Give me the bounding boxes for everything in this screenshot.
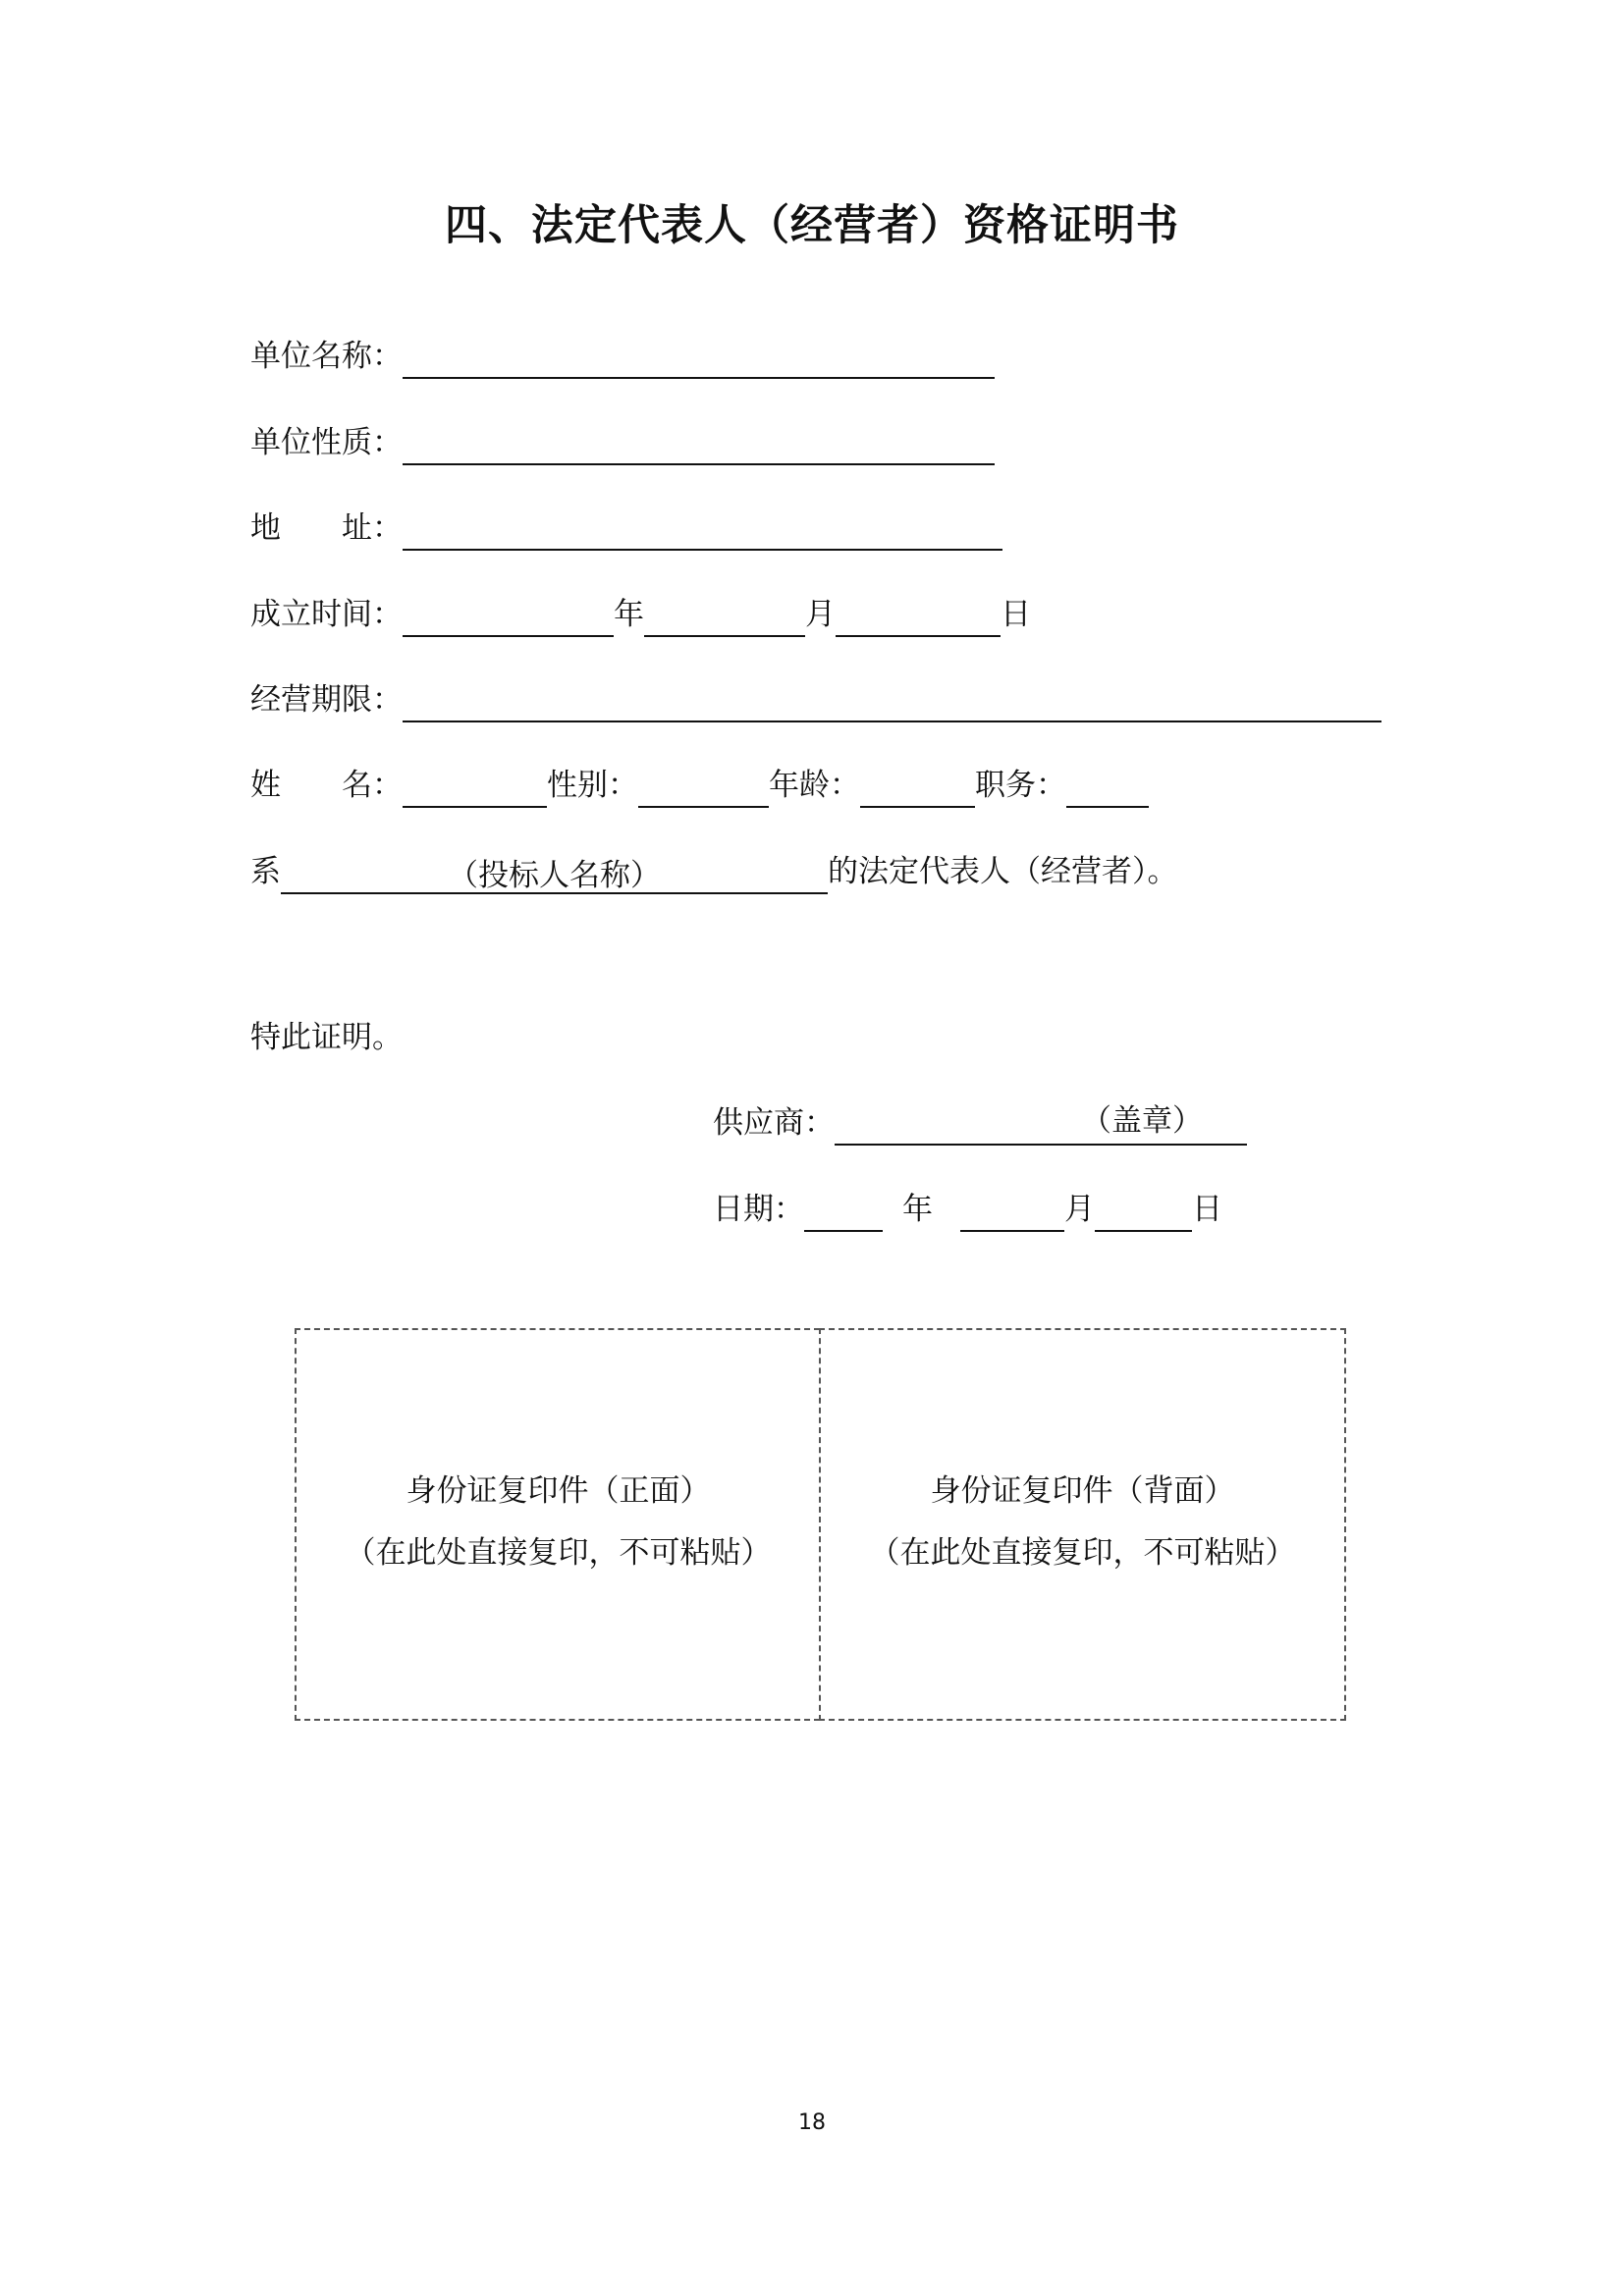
address-label: 地 址：	[250, 510, 403, 546]
id-card-back-box	[819, 1328, 1346, 1721]
established-day-blank[interactable]	[836, 596, 1001, 637]
certify-text: 特此证明。	[250, 1020, 403, 1055]
certify-row	[250, 1015, 403, 1060]
age-label: 年龄：	[769, 768, 860, 803]
position-label: 职务：	[975, 768, 1066, 803]
term-label: 经营期限：	[250, 682, 403, 718]
unit-nature-blank[interactable]	[403, 424, 995, 465]
sign-month-unit: 月	[1064, 1192, 1095, 1227]
id-front-note: （在此处直接复印，不可粘贴）	[345, 1535, 772, 1571]
sign-year-blank[interactable]	[804, 1191, 883, 1232]
supplier-label: 供应商：	[713, 1105, 835, 1141]
age-blank[interactable]	[860, 767, 975, 808]
representative-prefix: 系	[250, 854, 281, 889]
unit-nature-row	[250, 420, 995, 465]
person-row	[250, 763, 1149, 808]
sign-day-unit: 日	[1192, 1192, 1222, 1227]
position-blank[interactable]	[1066, 767, 1149, 808]
bidder-name-placeholder: （投标人名称）	[448, 858, 661, 893]
id-front-title: 身份证复印件（正面）	[406, 1473, 711, 1509]
established-row	[250, 592, 1031, 637]
supplier-row	[713, 1100, 1247, 1146]
sign-year-unit: 年	[902, 1192, 933, 1227]
name-blank[interactable]	[403, 767, 547, 808]
unit-name-row	[250, 334, 995, 379]
bidder-name-blank[interactable]	[281, 853, 828, 894]
unit-name-label: 单位名称：	[250, 339, 403, 374]
id-back-title: 身份证复印件（背面）	[930, 1473, 1235, 1509]
term-blank[interactable]	[403, 681, 1381, 722]
unit-name-blank[interactable]	[403, 338, 995, 379]
representative-suffix: 的法定代表人（经营者）。	[828, 854, 1178, 889]
page-title: 四、法定代表人（经营者）资格证明书	[445, 201, 1179, 250]
sign-day-blank[interactable]	[1095, 1191, 1192, 1232]
representative-row	[250, 849, 1178, 894]
gender-label: 性别：	[547, 768, 638, 803]
gender-blank[interactable]	[638, 767, 769, 808]
address-row	[250, 506, 1002, 551]
sign-date-row	[713, 1187, 1222, 1232]
established-year-blank[interactable]	[403, 596, 614, 637]
id-card-front-box	[295, 1328, 820, 1721]
term-row	[250, 677, 1381, 722]
name-label: 姓 名：	[250, 768, 403, 803]
seal-text: （盖章）	[1081, 1103, 1203, 1139]
established-day-unit: 日	[1001, 597, 1031, 632]
established-month-blank[interactable]	[644, 596, 805, 637]
address-blank[interactable]	[403, 509, 1002, 551]
established-month-unit: 月	[805, 597, 836, 632]
sign-month-blank[interactable]	[960, 1191, 1064, 1232]
id-back-note: （在此处直接复印，不可粘贴）	[869, 1535, 1296, 1571]
supplier-seal-blank[interactable]	[835, 1104, 1247, 1146]
sign-date-label: 日期：	[713, 1192, 804, 1227]
page-number: 18	[798, 2110, 826, 2135]
established-year-unit: 年	[614, 597, 644, 632]
established-label: 成立时间：	[250, 597, 403, 632]
unit-nature-label: 单位性质：	[250, 425, 403, 460]
